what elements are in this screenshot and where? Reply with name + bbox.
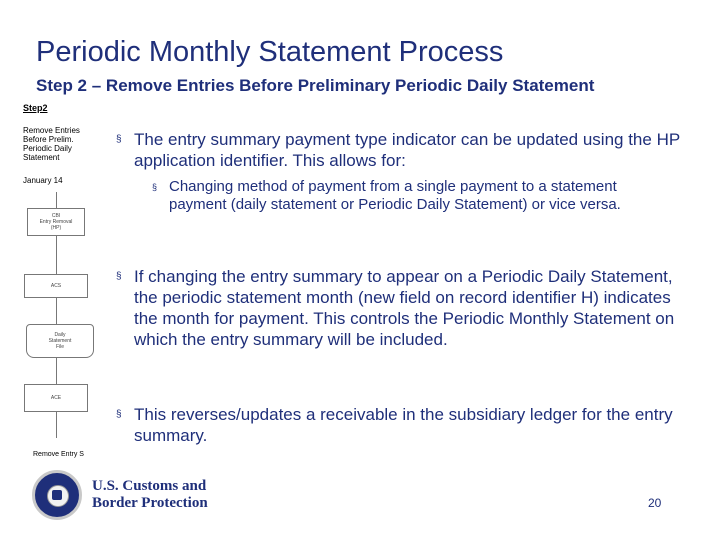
remove-label-line1: Remove Entries [23,126,80,135]
flow-connector [56,412,57,438]
page-number: 20 [648,496,662,510]
process-flow-diagram [0,0,110,470]
sub-bullet-1 [152,178,632,214]
sub-bullet-marker: § [152,182,158,192]
flow-connector [56,358,57,384]
slide-title: Periodic Monthly Statement Process [36,36,504,68]
flow-connector [56,236,57,274]
bullet-marker: § [116,271,122,282]
bullet-3 [116,404,686,446]
entry-removal-line1: CBI [51,213,61,219]
daily-statement-file-doc [26,324,94,358]
dhs-seal-icon [32,470,82,520]
doc-line3: File [55,344,65,350]
org-name-line1: U.S. Customs and [92,478,207,494]
entry-removal-line3: (HP) [50,225,62,231]
bullet-marker: § [116,134,122,145]
step-label: Step2 [23,103,48,113]
cbp-logo [32,470,208,520]
ace-box [24,384,88,412]
sub-bullet-1-text: Changing method of payment from a single payment to a statement payment (daily statement or Periodic Daily Statement) or vice versa. [169,178,621,213]
doc-line2: Statement [48,338,72,344]
slide-subtitle: Step 2 – Remove Entries Before Preliminary Periodic Daily Statement [36,76,595,95]
doc-line1: Daily [54,332,66,338]
remove-label-line2: Before Prelim. [23,135,74,144]
org-name-line2: Border Protection [92,495,208,511]
bottom-label: Remove Entry S [33,451,84,458]
ace-label: ACE [50,395,62,401]
acs-box [24,274,88,298]
remove-label-line4: Statement [23,153,60,162]
bullet-marker: § [116,409,122,420]
entry-removal-line2: Entry Removal [39,219,73,225]
remove-label-line3: Periodic Daily [23,144,72,153]
bullet-3-text: This reverses/updates a receivable in the subsidiary ledger for the entry summary. [134,405,673,445]
date-label: January 14 [23,176,63,185]
bullet-1 [116,129,686,171]
flow-connector [56,298,57,324]
bullet-1-text: The entry summary payment type indicator can be updated using the HP application identifier. This allows for: [134,130,680,170]
entry-removal-box [27,208,85,236]
bullet-2 [116,266,681,350]
acs-label: ACS [50,283,62,289]
bullet-2-text: If changing the entry summary to appear on a Periodic Daily Statement, the periodic statement month (new field on record identifier H) indicates the month for payment. This controls the Periodic Monthly Statement on which the entry summary will be included. [134,267,675,349]
org-name [92,478,208,512]
flow-connector [56,192,57,208]
